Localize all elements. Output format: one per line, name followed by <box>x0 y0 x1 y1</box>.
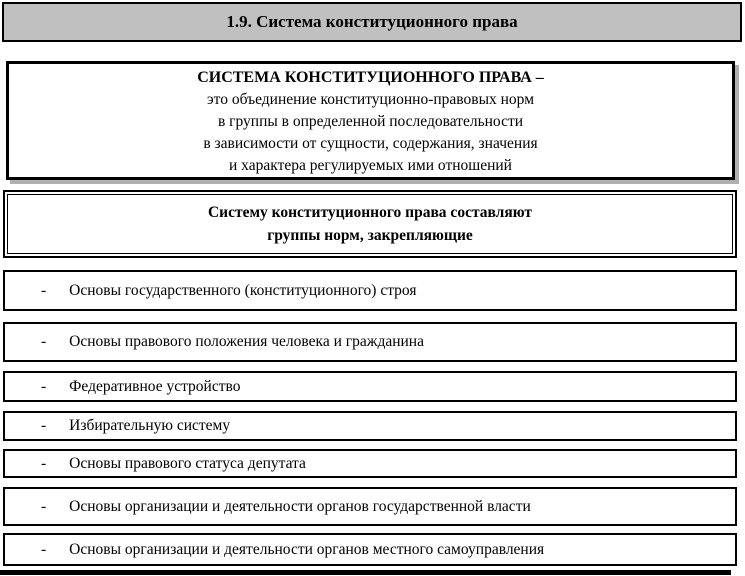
group-norms-line: группы норм, закрепляющие <box>267 227 473 244</box>
list-item-local-self-government <box>3 533 737 566</box>
page-title-bar <box>2 2 742 42</box>
group-norms-line: Систему конституционного права составляют <box>207 204 533 221</box>
dash-bullet: - <box>41 281 47 299</box>
list-item-label: Основы правового статуса депутата <box>69 454 306 472</box>
dash-bullet: - <box>41 454 47 472</box>
definition-line: в зависимости от сущности, содержания, значения <box>203 135 538 152</box>
dash-bullet: - <box>41 417 47 434</box>
dash-bullet: - <box>41 333 47 350</box>
dash-bullet: - <box>41 540 47 558</box>
group-norms-box <box>3 190 737 258</box>
list-item-state-system <box>3 270 737 311</box>
dash-bullet: - <box>41 377 47 395</box>
definition-line: это объединение конституционно-правовых норм <box>207 91 534 108</box>
list-item-label: Федеративное устройство <box>69 377 241 395</box>
definition-line: в группы в определенной последовательности <box>217 113 524 130</box>
list-item-electoral-system <box>3 411 737 441</box>
definition-title: СИСТЕМА КОНСТИТУЦИОННОГО ПРАВА – <box>197 69 544 86</box>
list-item-federal-structure <box>3 371 737 402</box>
list-item-label: Основы организации и деятельности органов государственной власти <box>69 497 531 515</box>
bottom-page-edge <box>0 570 731 575</box>
definition-line: и характера регулируемых ими отношений <box>229 157 512 174</box>
list-item-legal-status-person <box>3 322 737 362</box>
dash-bullet: - <box>41 497 47 515</box>
list-item-deputy-status <box>3 449 737 478</box>
page-title: 1.9. Система конституционного права <box>226 12 518 31</box>
group-norms-box-inner <box>7 194 733 254</box>
list-item-state-power-organs <box>3 487 737 526</box>
definition-box <box>6 61 735 180</box>
list-item-label: Основы организации и деятельности органов местного самоуправления <box>69 540 545 558</box>
list-item-label: Избирательную систему <box>69 417 231 434</box>
list-item-label: Основы правового положения человека и гражданина <box>69 333 424 350</box>
list-item-label: Основы государственного (конституционного) строя <box>69 281 417 299</box>
